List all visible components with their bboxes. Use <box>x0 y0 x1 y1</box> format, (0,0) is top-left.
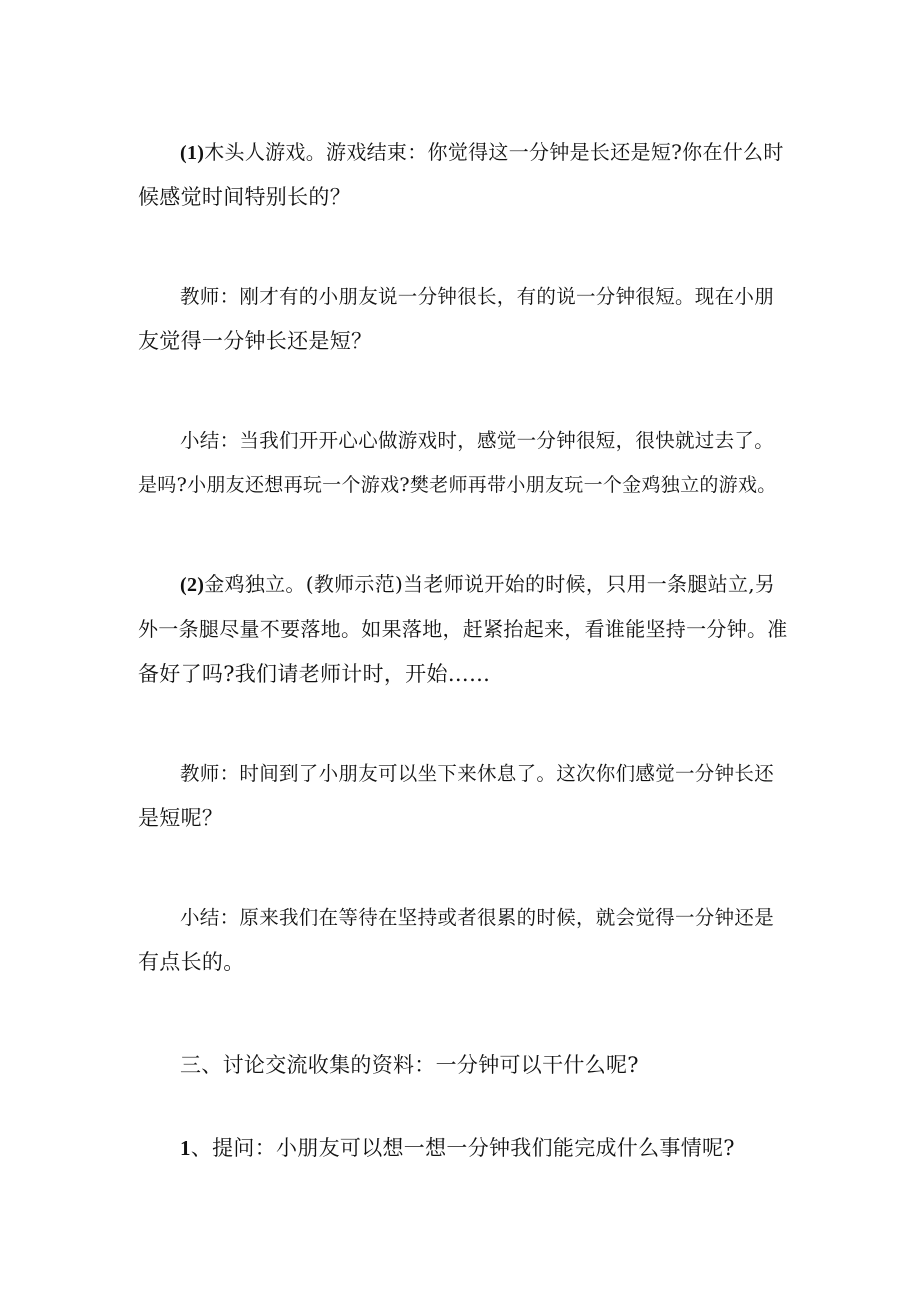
item-number: (2) <box>180 574 205 596</box>
text-line: 友觉得一分钟长还是短？ <box>138 329 373 353</box>
text-line: 是短呢？ <box>138 806 224 830</box>
text-line: 教师：时间到了小朋友可以坐下来休息了。这次你们感觉一分钟长还 <box>180 762 775 785</box>
text-line: 教师：刚才有的小朋友说一分钟很长，有的说一分钟很短。现在小朋 <box>180 285 775 308</box>
paragraph-teacher-2 <box>138 751 788 841</box>
text-line: 三、讨论交流收集的资料：一分钟可以干什么呢? <box>180 1053 639 1077</box>
text-line: 有点长的。 <box>138 950 245 974</box>
text-line: 是吗?小朋友还想再玩一个游戏?樊老师再带小朋友玩一个金鸡独立的游戏。 <box>138 474 777 496</box>
text-line: 小结：原来我们在等待在坚持或者很累的时候，就会觉得一分钟还是 <box>180 906 775 929</box>
text-line: 候感觉时间特别长的？ <box>138 185 351 209</box>
paragraph-teacher-1 <box>138 274 788 364</box>
paragraph-question-1 <box>138 1126 788 1171</box>
text-line: 小结：当我们开开心心做游戏时，感觉一分钟很短，很快就过去了。 <box>180 429 775 452</box>
line-text: 金鸡独立。(教师示范)当老师说开始的时候，只用一条腿站立,另 <box>204 572 776 596</box>
text-line: 备好了吗?我们请老师计时，开始…… <box>138 662 491 686</box>
paragraph-summary-1 <box>138 418 788 508</box>
item-number: 1 <box>180 1136 191 1160</box>
line-text: 、提问：小朋友可以想一想一分钟我们能完成什么事情呢? <box>190 1136 735 1160</box>
paragraph-game-1 <box>138 130 788 220</box>
text-line <box>138 562 788 607</box>
section-heading-3 <box>138 1043 788 1088</box>
text-line: 外一条腿尽量不要落地。如果落地，赶紧抬起来，看谁能坚持一分钟。准 <box>138 617 788 641</box>
paragraph-game-2 <box>138 562 788 697</box>
text-line <box>138 1126 788 1171</box>
item-number: (1) <box>180 142 205 164</box>
paragraph-summary-2 <box>138 895 788 985</box>
line-text: 木头人游戏。游戏结束：你觉得这一分钟是长还是短?你在什么时 <box>204 140 784 164</box>
text-line <box>138 130 788 175</box>
